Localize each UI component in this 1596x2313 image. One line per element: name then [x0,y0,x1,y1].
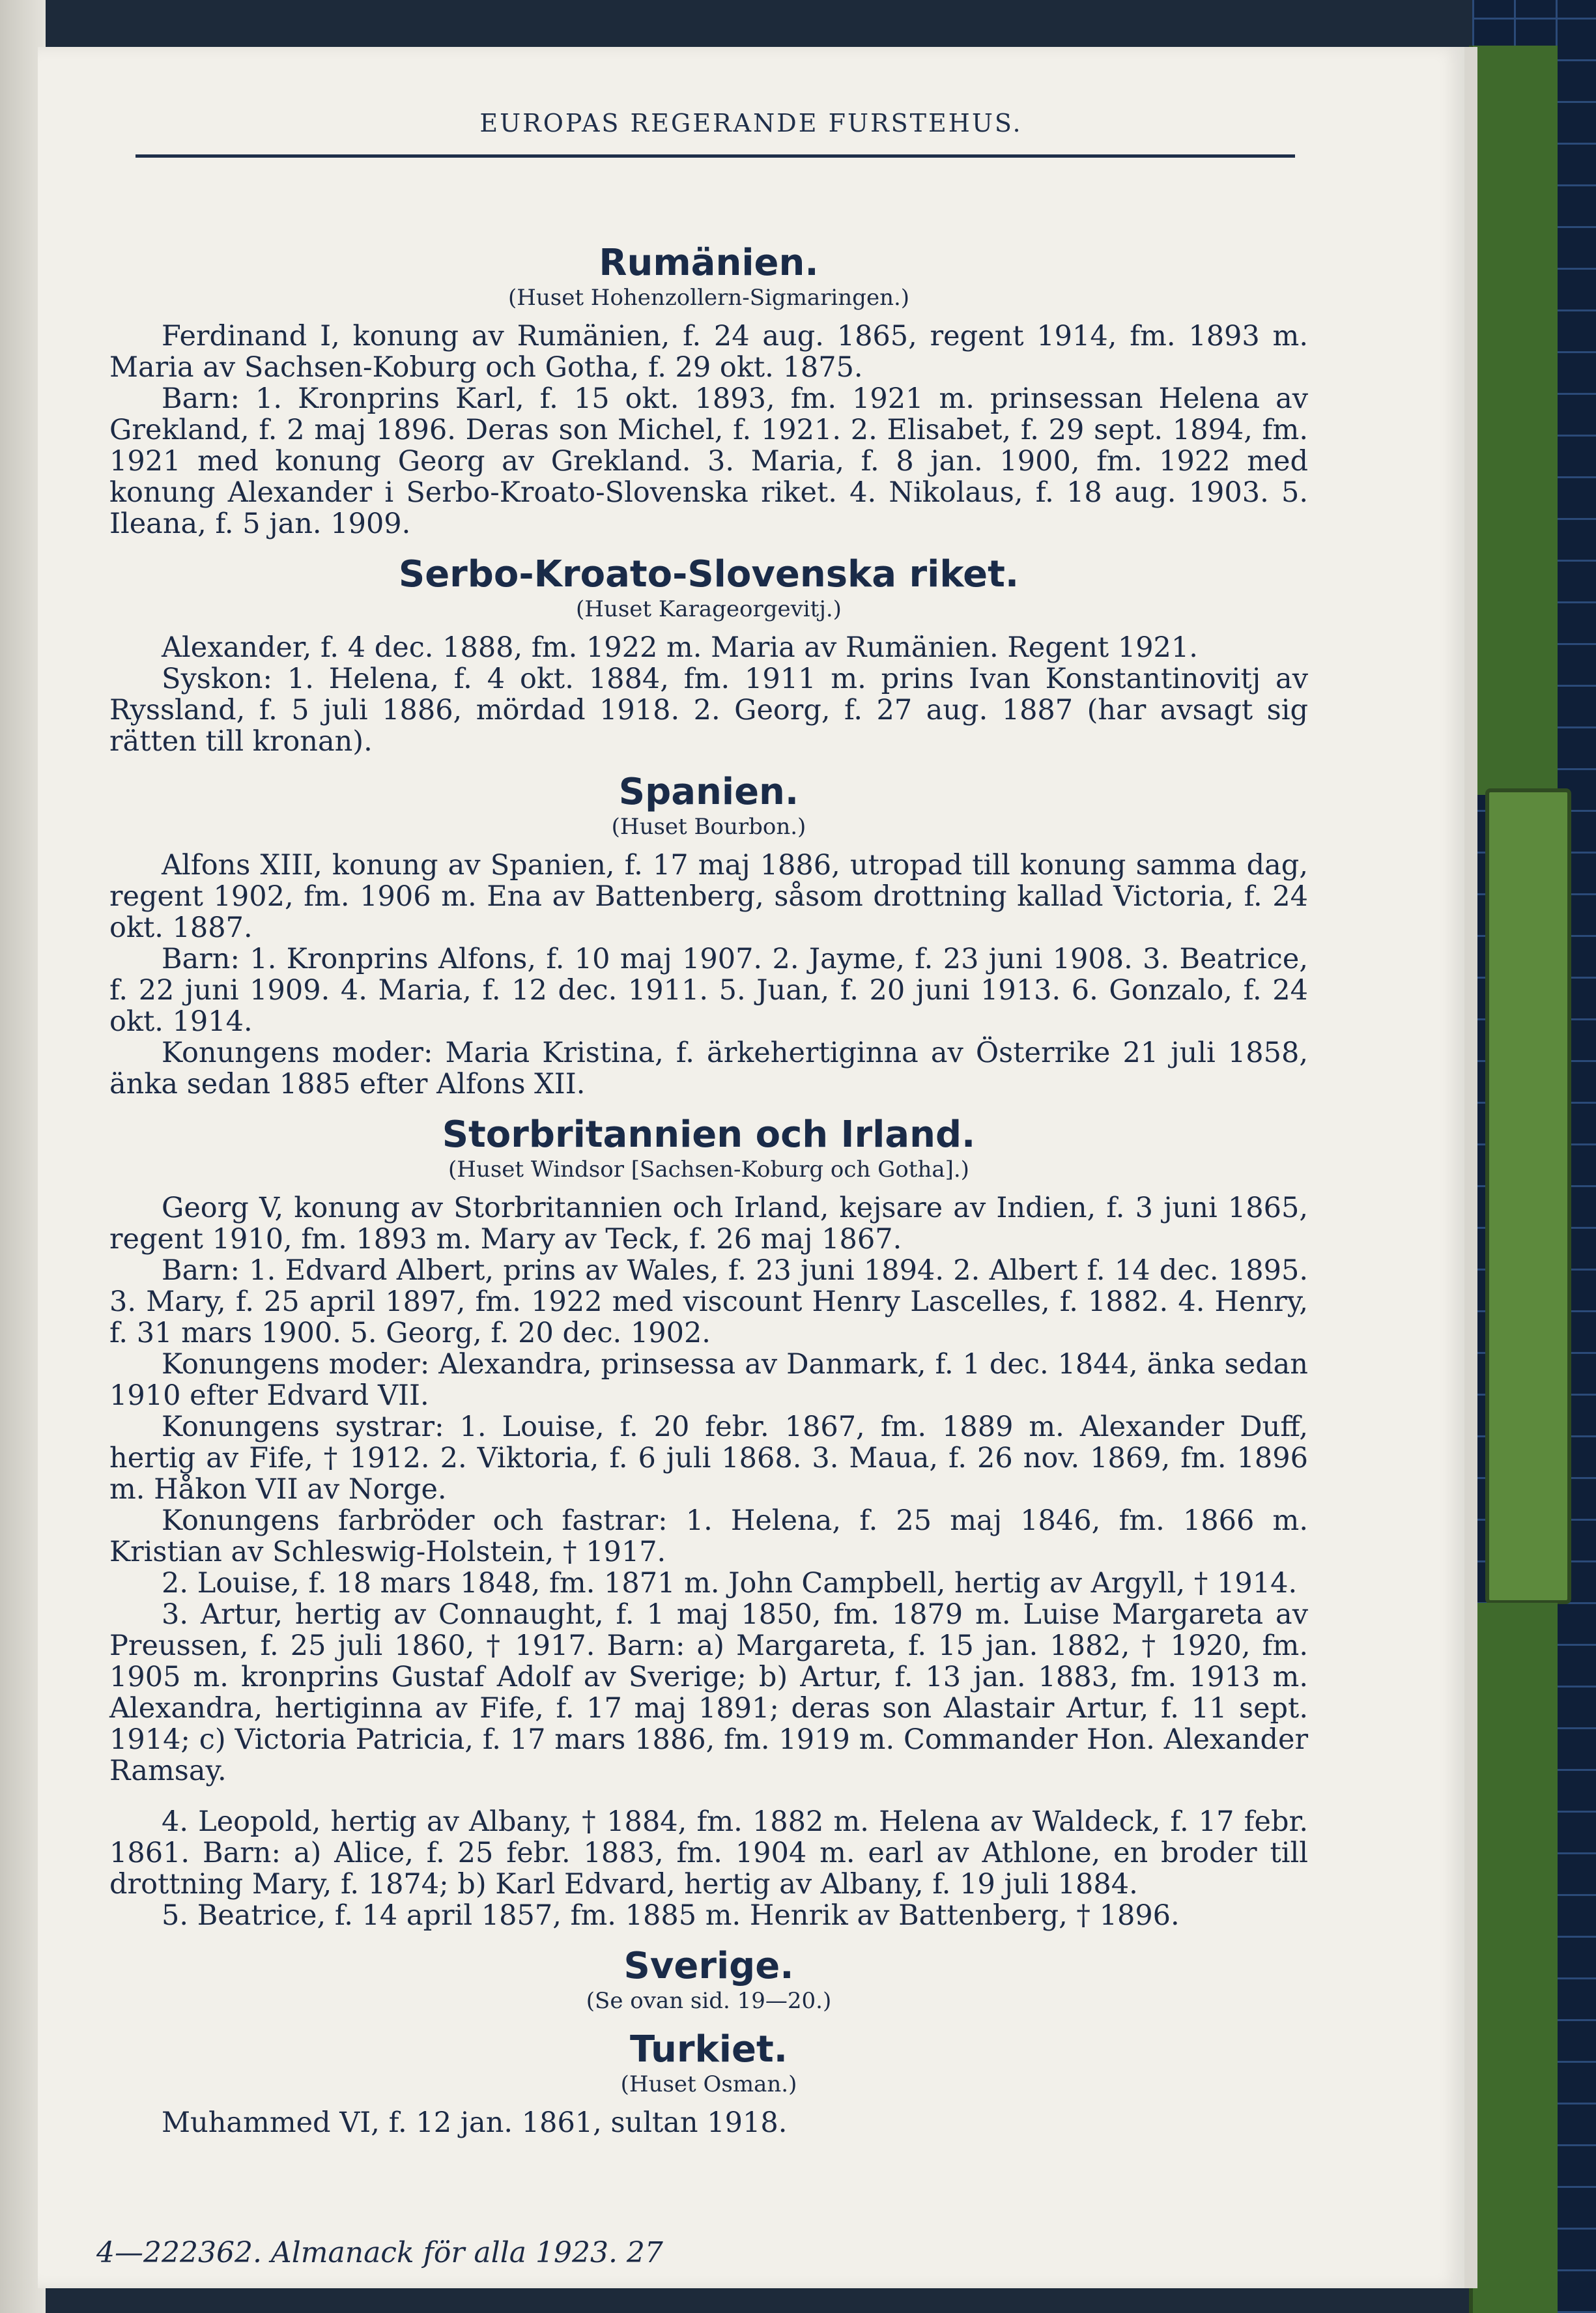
royal-house: (Huset Osman.) [620,2071,797,2097]
paragraph: Alfons XIII, konung av Spanien, f. 17 maj 1886, utropad till konung samma dag, regent 1902, fm. 1906 m. Ena av Battenberg, såsom drottning kallad Victoria, f. 24 okt. 1887. [109,849,1308,944]
page-footer: 4—222362. Almanack för alla 1923. 27 [96,2236,663,2269]
section-title: Turkiet. [630,2028,788,2071]
section-title: Storbritannien och Irland. [442,1113,976,1156]
paragraph: 5. Beatrice, f. 14 april 1857, fm. 1885 m. Henrik av Battenberg, † 1896. [162,1899,1180,1932]
paragraph: Konungens moder: Maria Kristina, f. ärkehertiginna av Österrike 21 juli 1858, änka sedan 1885 efter Alfons XII. [109,1037,1308,1100]
royal-house: (Huset Bourbon.) [611,814,806,840]
paragraph: 2. Louise, f. 18 mars 1848, fm. 1871 m. John Campbell, hertig av Argyll, † 1914. [162,1567,1298,1600]
paragraph: Ferdinand I, konung av Rumänien, f. 24 aug. 1865, regent 1914, fm. 1893 m. Maria av Sachsen-Koburg och Gotha, f. 29 okt. 1875. [109,320,1308,384]
book-page [38,47,1477,2288]
header-rule [135,154,1295,158]
royal-house: (Huset Hohenzollern-Sigmaringen.) [507,285,910,311]
paragraph: Georg V, konung av Storbritannien och Irland, kejsare av Indien, f. 3 juni 1865, regent 1910, fm. 1893 m. Mary av Teck, f. 26 maj 1867. [109,1192,1308,1256]
cross-reference: (Se ovan sid. 19—20.) [586,1988,832,2014]
section-title: Rumänien. [599,242,819,284]
paragraph: 4. Leopold, hertig av Albany, † 1884, fm. 1882 m. Helena av Waldeck, f. 17 febr. 1861. Barn: a) Alice, f. 25 febr. 1883, fm. 1904 m. earl av Athlone, en broder till drottning Mary, f. 1874; b) Karl Edvard, hertig av Albany, f. 19 juli 1884. [109,1805,1308,1901]
section-spanien [109,771,1308,1100]
paragraph: Muhammed VI, f. 12 jan. 1861, sultan 1918. [162,2106,788,2139]
paragraph: Syskon: 1. Helena, f. 4 okt. 1884, fm. 1911 m. prins Ivan Konstantinovitj av Ryssland, f. 5 juli 1886, mördad 1918. 2. Georg, f. 27 aug. 1887 (har avsagt sig rätten till kronan). [109,663,1308,758]
paragraph: Konungens moder: Alexandra, prinsessa av Danmark, f. 1 dec. 1844, änka sedan 1910 efter Edvard VII. [109,1348,1308,1412]
running-head: EUROPAS REGERANDE FURSTEHUS. [479,109,1023,137]
paragraph: Konungens farbröder och fastrar: 1. Helena, f. 25 maj 1846, fm. 1866 m. Kristian av Schleswig-Holstein, † 1917. [109,1504,1308,1568]
section-turkiet [109,2029,1308,2138]
paragraph: 3. Artur, hertig av Connaught, f. 1 maj 1850, fm. 1879 m. Luise Margareta av Preussen, f. 25 juli 1860, † 1917. Barn: a) Margareta, f. 15 jan. 1882, † 1920, fm. 1905 m. kronprins Gustaf Adolf av Sverige; b) Artur, f. 13 jan. 1883, fm. 1913 m. Alexandra, hertiginna av Fife, f. 17 maj 1891; deras son Alastair Artur, f. 11 sept. 1914; c) Victoria Patricia, f. 17 mars 1886, fm. 1919 m. Commander Hon. Alexander Ramsay. [109,1598,1308,1787]
book-spine-middle [1485,788,1571,1604]
page-content [109,242,1308,2153]
paragraph: Alexander, f. 4 dec. 1888, fm. 1922 m. Maria av Rumänien. Regent 1921. [162,631,1198,664]
section-storbritannien [109,1114,1308,1931]
section-sverige [109,1946,1308,2015]
section-title: Serbo-Kroato-Slovenska riket. [398,553,1019,596]
paragraph: Barn: 1. Kronprins Karl, f. 15 okt. 1893, fm. 1921 m. prinsessan Helena av Grekland, f. 2 maj 1896. Deras son Michel, f. 1921. 2. Elisabet, f. 29 sept. 1894, fm. 1921 med konung Georg av Grekland. 3. Maria, f. 8 jan. 1900, fm. 1922 med konung Alexander i Serbo-Kroato-Slovenska riket. 4. Nikolaus, f. 18 aug. 1903. 5. Ileana, f. 5 jan. 1909. [109,382,1308,540]
royal-house: (Huset Windsor [Sachsen-Koburg och Gotha].) [448,1156,969,1183]
paragraph: Barn: 1. Edvard Albert, prins av Wales, f. 23 juni 1894. 2. Albert f. 14 dec. 1895. 3. Mary, f. 25 april 1897, fm. 1922 med viscount Henry Lascelles, f. 1882. 4. Henry, f. 31 mars 1900. 5. Georg, f. 20 dec. 1902. [109,1254,1308,1349]
paragraph: Barn: 1. Kronprins Alfons, f. 10 maj 1907. 2. Jayme, f. 23 juni 1908. 3. Beatrice, f. 22 juni 1909. 4. Maria, f. 12 dec. 1911. 5. Juan, f. 20 juni 1913. 6. Gonzalo, f. 24 okt. 1914. [109,943,1308,1038]
section-serbo-kroato-slovenska [109,554,1308,757]
paragraph: Konungens systrar: 1. Louise, f. 20 febr. 1867, fm. 1889 m. Alexander Duff, hertig av Fife, † 1912. 2. Viktoria, f. 6 juli 1868. 3. Maua, f. 26 nov. 1869, fm. 1896 m. Håkon VII av Norge. [109,1411,1308,1506]
section-title: Spanien. [618,771,799,813]
section-title: Sverige. [623,1945,794,1987]
book-spine-lower [1469,1603,1558,2313]
section-rumanien [109,242,1308,539]
book-spine-upper [1469,46,1558,795]
royal-house: (Huset Karageorgevitj.) [576,596,842,622]
